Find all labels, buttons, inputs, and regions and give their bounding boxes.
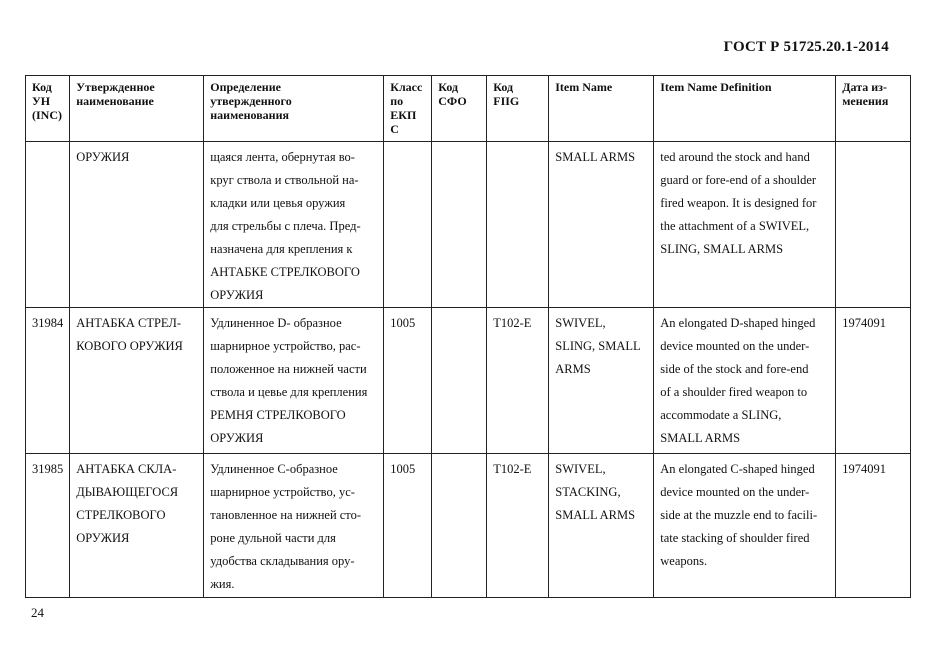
cell-inc [26,142,70,308]
col-header-class: Класс по ЕКП С [384,76,432,142]
cell-fiig: T102-E [487,454,549,598]
cell-sfo [432,308,487,454]
table-header-row [26,76,911,142]
item-name-table [25,75,911,598]
page-number: 24 [31,605,44,620]
col-header-item-definition: Item Name Definition [654,76,836,142]
cell-fiig: T102-E [487,308,549,454]
col-header-date: Дата из- менения [836,76,911,142]
cell-definition: Удлиненное D- образное шарнирное устройство, рас- положенное на нижней части ствола и цевье для крепления РЕМНЯ СТРЕЛКОВОГО ОРУЖИЯ [204,308,384,454]
cell-item-definition: ted around the stock and hand guard or fore-end of a shoulder fired weapon. It is designed for the attachment of a SWIVEL, SLING, SMALL ARMS [654,142,836,308]
table-row [26,308,911,454]
cell-sfo [432,142,487,308]
cell-inc: 31984 [26,308,70,454]
document-standard-number: ГОСТ Р 51725.20.1-2014 [723,39,889,55]
cell-item-name: SWIVEL, SLING, SMALL ARMS [549,308,654,454]
cell-inc: 31985 [26,454,70,598]
col-header-inc: Код УН (INC) [26,76,70,142]
cell-class: 1005 [384,454,432,598]
cell-class: 1005 [384,308,432,454]
cell-definition: щаяся лента, обернутая во- круг ствола и ствольной на- кладки или цевья оружия для стрельбы с плеча. Пред- назначена для крепления к АНТАБКЕ СТРЕЛКОВОГО ОРУЖИЯ [204,142,384,308]
col-header-approved-name: Утвержденное наименование [70,76,204,142]
table-row [26,454,911,598]
col-header-item-name: Item Name [549,76,654,142]
cell-sfo [432,454,487,598]
cell-date: 1974091 [836,308,911,454]
cell-fiig [487,142,549,308]
cell-approved-name: ОРУЖИЯ [70,142,204,308]
cell-class [384,142,432,308]
cell-item-name: SWIVEL, STACKING, SMALL ARMS [549,454,654,598]
cell-approved-name: АНТАБКА СТРЕЛ- КОВОГО ОРУЖИЯ [70,308,204,454]
cell-date: 1974091 [836,454,911,598]
cell-definition: Удлиненное С-образное шарнирное устройство, ус- тановленное на нижней сто- роне дульной части для удобства складывания ору- жия. [204,454,384,598]
col-header-sfo: Код СФО [432,76,487,142]
col-header-fiig: Код FIIG [487,76,549,142]
cell-approved-name: АНТАБКА СКЛА- ДЫВАЮЩЕГОСЯ СТРЕЛКОВОГО ОРУЖИЯ [70,454,204,598]
table-row [26,142,911,308]
col-header-definition: Определение утвержденного наименования [204,76,384,142]
cell-date [836,142,911,308]
cell-item-definition: An elongated D-shaped hinged device mounted on the under- side of the stock and fore-end of a shoulder fired weapon to accommodate a SLING, SMALL ARMS [654,308,836,454]
cell-item-name: SMALL ARMS [549,142,654,308]
cell-item-definition: An elongated C-shaped hinged device mounted on the under- side at the muzzle end to facili- tate stacking of shoulder fired weapons. [654,454,836,598]
